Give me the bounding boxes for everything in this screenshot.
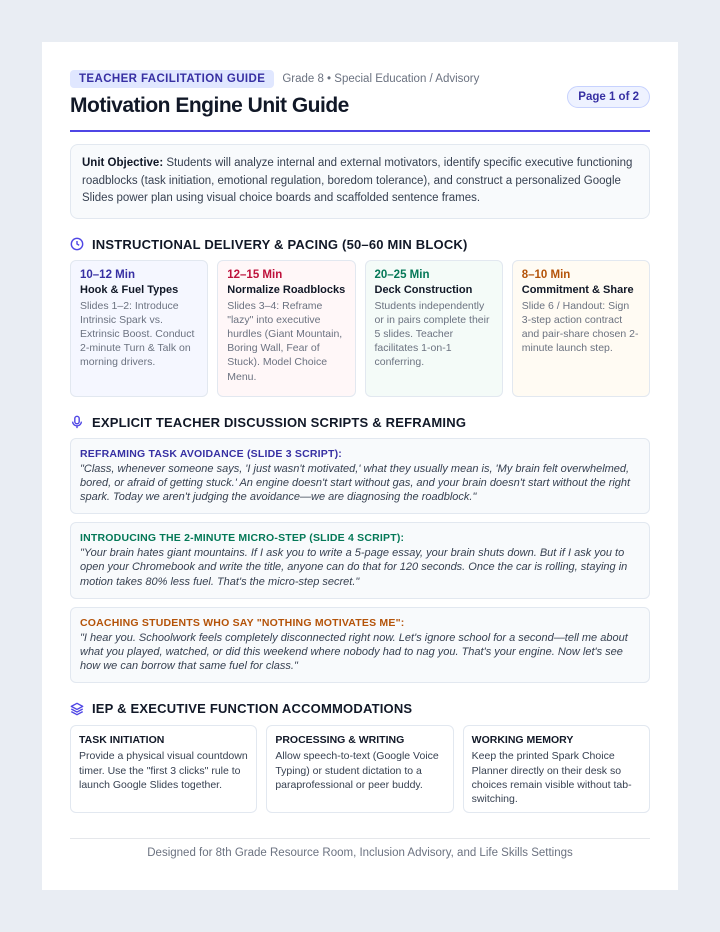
accommodation-heading: PROCESSING & WRITING [275,734,405,747]
pacing-time: 8–10 Min [521,268,571,281]
objective-text: Students will analyze internal and external motivators, identify specific executive functioning roadblocks (task initiation, emotional regulation, boredom tolerance), and construct a personalized Google Slides power plan using visual choice boards and scaffolded sentence frames. [82,157,633,204]
script-quote: "Your brain hates giant mountains. If I ask you to write a 5-page essay, your brain shuts down. But if I ask you to open your Chromebook and write the title, anyone can do that for 120 seconds. Once the car is rolling, staying in motion takes 80% less fuel. That's the micro-step secret." [80,547,628,588]
grade-label: Grade 8 • Special Education / Advisory [282,73,480,85]
pacing-heading: Normalize Roadblocks [227,283,346,296]
pacing-heading: Hook & Fuel Types [80,283,179,296]
pacing-text: Slide 6 / Handout: Sign 3-step action contract and pair-share chosen 2-minute launch step. [521,299,639,355]
accommodation-text: Provide a physical visual countdown timer. Use the "first 3 clicks" rule to launch Google Slides together. [79,750,248,791]
script-card [70,438,650,515]
accommodation-cards [70,725,650,813]
pacing-time: 10–12 Min [80,268,135,281]
accommodation-card [463,725,650,813]
script-list [70,438,650,684]
page-header [70,70,650,132]
accommodation-card [266,725,453,813]
pacing-card [512,260,650,397]
guide-tag: TEACHER FACILITATION GUIDE [70,70,274,88]
pacing-text: Slides 3–4: Reframe "lazy" into executive hurdles (Giant Mountain, Boring Wall, Fear of Stuck). Model Choice Menu. [227,299,343,383]
guide-page [42,42,678,890]
pacing-heading: Commitment & Share [521,283,634,296]
pacing-time: 12–15 Min [227,268,283,281]
script-heading: INTRODUCING THE 2-MINUTE MICRO-STEP (SLIDE 4 SCRIPT): [80,532,405,545]
pacing-card [365,260,503,397]
pacing-cards [70,260,650,397]
pacing-text: Slides 1–2: Introduce Intrinsic Spark vs. Extrinsic Boost. Conduct 2-minute Turn & Talk on morning drivers. [80,299,195,369]
unit-objective [70,144,650,219]
accommodation-text: Allow speech-to-text (Google Voice Typing) or student dictation to a paraprofessional or peer buddy. [275,750,439,791]
objective-label: Unit Objective: [82,157,164,169]
page-number-badge: Page 1 of 2 [567,86,650,108]
script-card [70,522,650,599]
pacing-title: INSTRUCTIONAL DELIVERY & PACING (50–60 MIN BLOCK) [92,236,468,252]
pacing-heading: Deck Construction [374,283,473,296]
page-title: Motivation Engine Unit Guide [70,94,349,117]
accommodations-section-title [70,701,650,716]
script-heading: COACHING STUDENTS WHO SAY "NOTHING MOTIVATES ME": [80,616,405,629]
scripts-section-title [70,415,650,430]
layers-icon [70,702,84,716]
pacing-card [217,260,355,397]
accommodation-heading: WORKING MEMORY [471,734,574,747]
pacing-card [70,260,208,397]
script-heading: REFRAMING TASK AVOIDANCE (SLIDE 3 SCRIPT): [80,447,342,460]
pacing-section-title [70,237,650,252]
pacing-time: 20–25 Min [374,268,430,281]
script-quote: "Class, whenever someone says, 'I just wasn't motivated,' what they usually mean is, 'My brain felt overwhelmed, bored, or afraid of getting stuck.' An engine doesn't start without gas, and your brain doesn't start without the right spark. Today we aren't judging the avoidance—we are diagnosing the roadblock." [80,462,631,503]
accommodation-heading: TASK INITIATION [79,734,165,747]
script-quote: "I hear you. Schoolwork feels completely disconnected right now. Let's ignore school for a second—tell me about what you played, watched, or did this weekend where nobody had to nag you. That's your engine. Now let's see how we can borrow that same fuel for class." [80,631,628,673]
pacing-text: Students independently or in pairs complete their 5 slides. Teacher facilitates 1-on-1 conferring. [374,299,490,369]
clock-icon [70,237,84,251]
accommodations-title: IEP & EXECUTIVE FUNCTION ACCOMMODATIONS [92,701,413,717]
microphone-icon [70,415,84,429]
header-meta [70,70,650,88]
page-footer: Designed for 8th Grade Resource Room, Inclusion Advisory, and Life Skills Settings [70,838,650,859]
accommodation-card [70,725,257,813]
scripts-title: EXPLICIT TEACHER DISCUSSION SCRIPTS & REFRAMING [92,414,467,430]
script-card [70,607,650,684]
accommodation-text: Keep the printed Spark Choice Planner directly on their desk so choices remain visible without tab-switching. [471,750,632,805]
